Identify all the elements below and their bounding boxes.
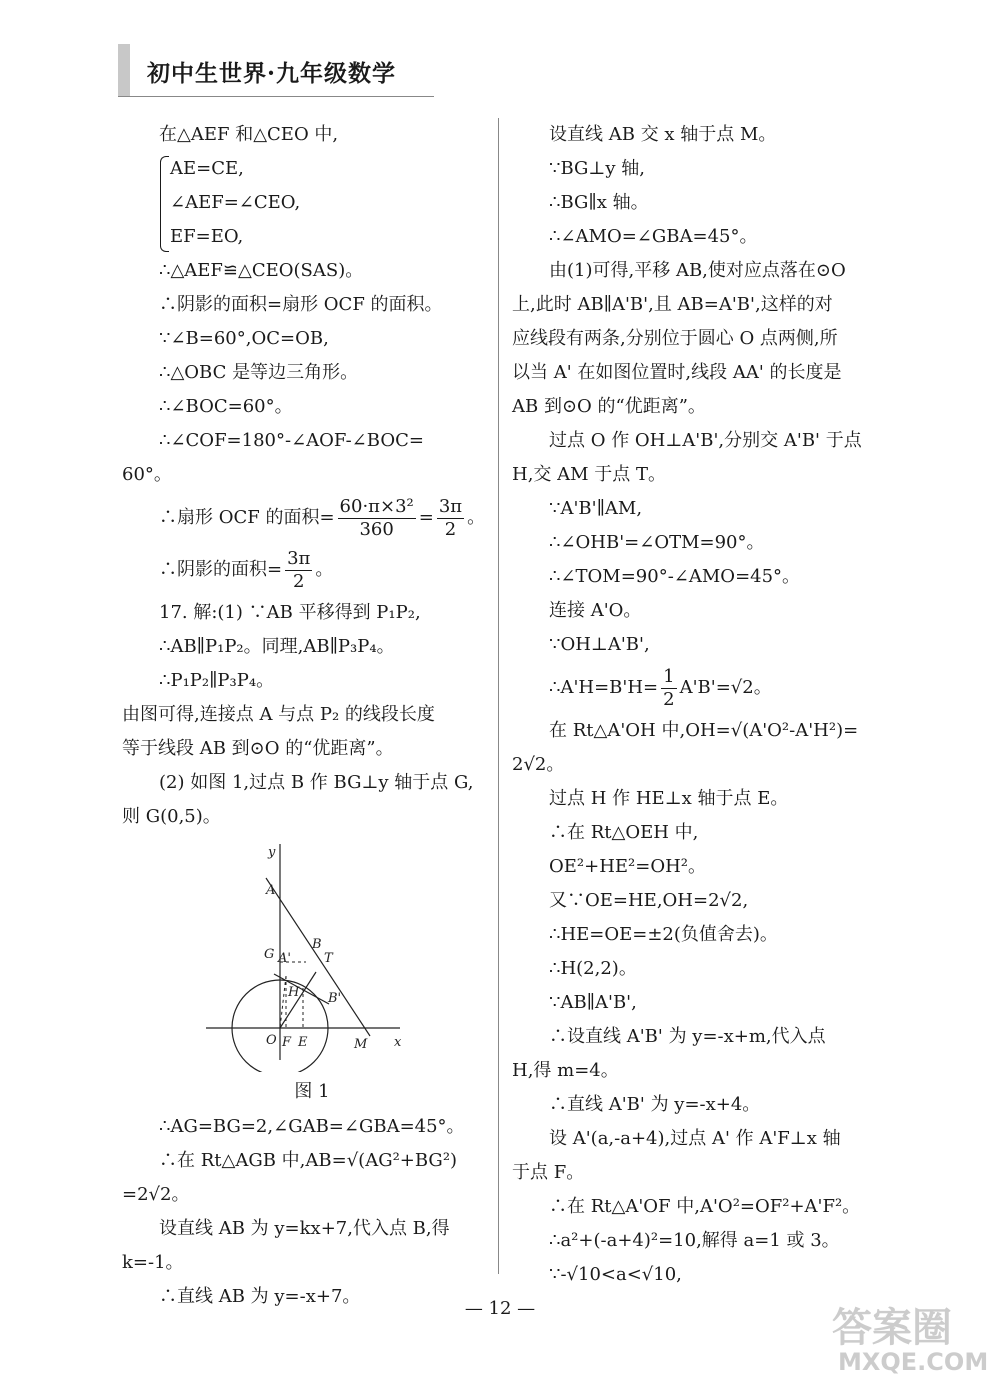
text-line: ∵BG⊥y 轴, bbox=[549, 158, 645, 179]
text-line: ∴阴影的面积=扇形 OCF 的面积。 bbox=[159, 294, 443, 315]
text-line: 在 Rt△A'OH 中,OH=√(A'O²-A'H²)= bbox=[549, 720, 859, 741]
text-line: 则 G(0,5)。 bbox=[122, 806, 221, 827]
label-m: M bbox=[354, 1037, 368, 1052]
watermark-logo bbox=[826, 1296, 989, 1382]
numerator: 3π bbox=[287, 547, 311, 569]
text-line: 应线段有两条,分别位于圆心 O 点两侧,所 bbox=[512, 328, 838, 349]
text-line: ∴在 Rt△OEH 中, bbox=[549, 822, 699, 843]
fraction-line bbox=[512, 662, 884, 714]
text-line: 设 A'(a,-a+4),过点 A' 作 A'F⊥x 轴 bbox=[549, 1128, 841, 1149]
text-line: AE=CE, bbox=[170, 158, 244, 179]
label-t: T bbox=[324, 951, 333, 966]
text-line: ∴AG=BG=2,∠GAB=∠GBA=45°。 bbox=[159, 1116, 465, 1137]
text-line: ∴∠TOM=90°-∠AMO=45°。 bbox=[549, 566, 801, 587]
watermark-url: MXQE.COM bbox=[838, 1348, 989, 1376]
text-line: 由(1)可得,平移 AB,使对应点落在⊙O bbox=[549, 260, 846, 281]
label-x: x bbox=[394, 1035, 402, 1050]
label-f: F bbox=[282, 1035, 292, 1050]
brace-icon bbox=[160, 156, 169, 252]
numerator: 3π bbox=[438, 495, 463, 517]
text-span: 。 bbox=[315, 559, 334, 580]
text-line: ∠AEF=∠CEO, bbox=[170, 192, 301, 213]
label-b-prime: B' bbox=[328, 991, 342, 1006]
text-line: 2√2。 bbox=[512, 754, 565, 775]
left-column bbox=[122, 118, 492, 1314]
text-line: 过点 O 作 OH⊥A'B',分别交 A'B' 于点 bbox=[549, 430, 862, 451]
text-span: = bbox=[418, 507, 434, 528]
text-line: AB 到⊙O 的“优距离”。 bbox=[512, 396, 706, 417]
text-line: k=-1。 bbox=[122, 1252, 184, 1273]
text-line: ∴BG∥x 轴。 bbox=[549, 192, 649, 213]
text-span: ∴扇形 OCF 的面积= bbox=[159, 507, 335, 528]
text-line: OE²+HE²=OH²。 bbox=[549, 856, 706, 877]
header-title: 初中生世界·九年级数学 bbox=[147, 60, 397, 87]
text-line: ∴设直线 A'B' 为 y=-x+m,代入点 bbox=[549, 1026, 826, 1047]
label-h: H bbox=[288, 985, 300, 1000]
text-line: H,得 m=4。 bbox=[512, 1060, 619, 1081]
text-line: ∴H(2,2)。 bbox=[549, 958, 637, 979]
fraction-line bbox=[122, 544, 492, 596]
fraction bbox=[437, 496, 464, 541]
label-a-prime: A' bbox=[278, 951, 291, 966]
text-line: ∴直线 A'B' 为 y=-x+4。 bbox=[549, 1094, 761, 1115]
label-a: A bbox=[266, 883, 276, 898]
text-line: ∵OH⊥A'B', bbox=[549, 634, 650, 655]
denominator: 2 bbox=[663, 688, 675, 710]
text-line: 设直线 AB 交 x 轴于点 M。 bbox=[549, 124, 777, 145]
text-line: =2√2。 bbox=[122, 1184, 190, 1205]
text-line: ∴∠AMO=∠GBA=45°。 bbox=[549, 226, 758, 247]
fraction bbox=[338, 496, 416, 541]
text-line: ∴∠BOC=60°。 bbox=[159, 396, 293, 417]
text-line: ∴a²+(-a+4)²=10,解得 a=1 或 3。 bbox=[549, 1230, 840, 1251]
numerator: 1 bbox=[663, 665, 675, 687]
text-line: 在△AEF 和△CEO 中, bbox=[159, 124, 339, 145]
text-line: ∵-√10<a<√10, bbox=[549, 1264, 682, 1285]
text-line: ∴P₁P₂∥P₃P₄。 bbox=[159, 670, 275, 691]
text-line: ∴在 Rt△A'OF 中,A'O²=OF²+A'F²。 bbox=[549, 1196, 861, 1217]
geometry-diagram bbox=[182, 836, 422, 1072]
numerator: 60·π×3² bbox=[339, 495, 414, 517]
text-line: ∴在 Rt△AGB 中,AB=√(AG²+BG²) bbox=[159, 1150, 458, 1171]
text-line: 连接 A'O。 bbox=[549, 600, 642, 621]
text-line: 60°。 bbox=[122, 464, 172, 485]
text-line: 由图可得,连接点 A 与点 P₂ 的线段长度 bbox=[122, 704, 435, 725]
text-line: ∴∠COF=180°-∠AOF-∠BOC= bbox=[159, 430, 424, 451]
figure-caption: 图 1 bbox=[294, 1081, 330, 1102]
text-line: 上,此时 AB∥A'B',且 AB=A'B',这样的对 bbox=[512, 294, 833, 315]
fraction bbox=[661, 666, 676, 711]
fraction-line bbox=[122, 492, 492, 544]
label-e: E bbox=[298, 1035, 308, 1050]
label-y: y bbox=[268, 845, 276, 860]
equation-system bbox=[122, 152, 492, 254]
denominator: 360 bbox=[359, 518, 394, 540]
text-line: 又∵OE=HE,OH=2√2, bbox=[549, 890, 749, 911]
text-line: 17. 解:(1) ∵AB 平移得到 P₁P₂, bbox=[159, 602, 421, 623]
watermark-text: 答案圈 bbox=[832, 1305, 952, 1351]
header-bar bbox=[118, 44, 130, 96]
label-o: O bbox=[266, 1033, 277, 1048]
text-line: 以当 A' 在如图位置时,线段 AA' 的长度是 bbox=[512, 362, 842, 383]
header-rule bbox=[118, 96, 434, 97]
right-column bbox=[512, 118, 884, 1292]
text-line: ∵AB∥A'B', bbox=[549, 992, 637, 1013]
text-line: ∵A'B'∥AM, bbox=[549, 498, 643, 519]
denominator: 2 bbox=[444, 518, 457, 540]
label-g: G bbox=[264, 947, 275, 962]
page-number: — 12 — bbox=[464, 1298, 536, 1319]
text-line: ∴△OBC 是等边三角形。 bbox=[159, 362, 359, 383]
text-line: 于点 F。 bbox=[512, 1162, 585, 1183]
text-line: ∵∠B=60°,OC=OB, bbox=[159, 328, 329, 349]
text-line: ∴HE=OE=±2(负值舍去)。 bbox=[549, 924, 778, 945]
text-span: ∴A'H=B'H= bbox=[549, 677, 659, 698]
column-divider bbox=[498, 118, 499, 1274]
text-line: 等于线段 AB 到⊙O 的“优距离”。 bbox=[122, 738, 394, 759]
fraction bbox=[285, 548, 312, 593]
line-a1b1 bbox=[274, 974, 329, 1004]
text-line: ∴AB∥P₁P₂。同理,AB∥P₃P₄。 bbox=[159, 636, 395, 657]
text-line: ∴∠OHB'=∠OTM=90°。 bbox=[549, 532, 765, 553]
text-line: EF=EO, bbox=[170, 226, 244, 247]
denominator: 2 bbox=[293, 570, 305, 592]
text-line: ∴直线 AB 为 y=-x+7。 bbox=[159, 1286, 361, 1307]
text-line: 过点 H 作 HE⊥x 轴于点 E。 bbox=[549, 788, 789, 809]
text-line: 设直线 AB 为 y=kx+7,代入点 B,得 bbox=[159, 1218, 450, 1239]
label-b: B bbox=[312, 937, 322, 952]
text-line: ∴△AEF≌△CEO(SAS)。 bbox=[159, 260, 364, 281]
text-line: H,交 AM 于点 T。 bbox=[512, 464, 667, 485]
text-span: ∴阴影的面积= bbox=[159, 559, 283, 580]
text-span: 。 bbox=[467, 507, 486, 528]
figure-1 bbox=[122, 834, 492, 1074]
text-span: A'B'=√2。 bbox=[679, 677, 772, 698]
text-line: (2) 如图 1,过点 B 作 BG⊥y 轴于点 G, bbox=[159, 772, 474, 793]
